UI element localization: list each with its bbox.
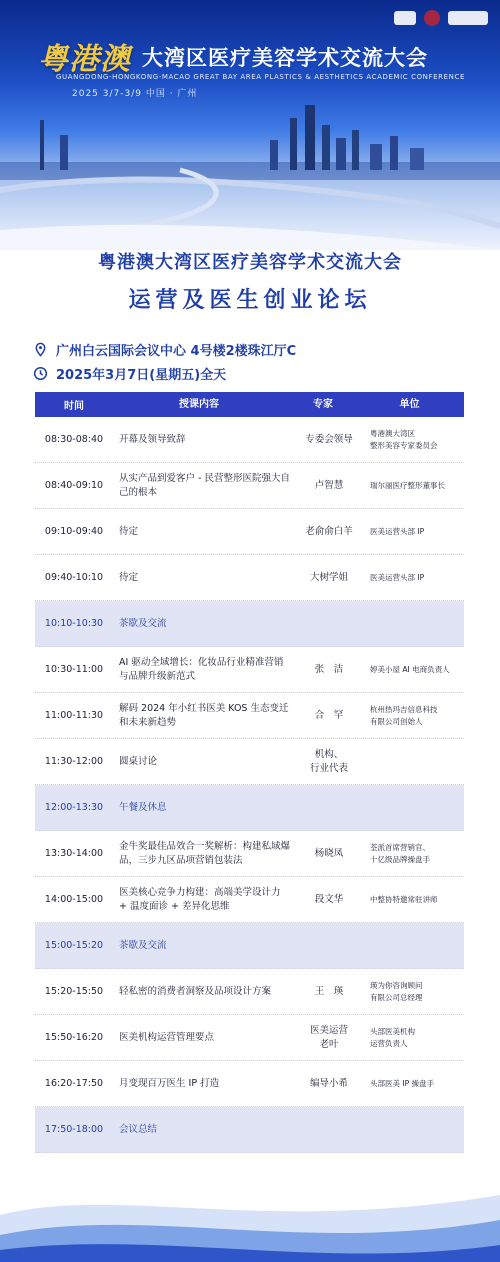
row-topic: 金牛奖最佳品效合一奖解析：构建私域爆品，三步九区品项营销包装法 [119, 840, 291, 866]
row-topic: 待定 [119, 525, 139, 537]
table-body [35, 417, 464, 1153]
row-topic: 茶歇及交流 [119, 617, 167, 629]
row-org: 医美运营头部 IP [370, 572, 425, 582]
row-time: 15:00-15:20 [44, 940, 104, 951]
row-org: 医美运营头部 IP [370, 526, 425, 536]
row-org: 中整协特邀常驻讲师 [370, 894, 438, 904]
row-topic: 待定 [119, 571, 139, 583]
header-expert: 专家 [313, 398, 333, 410]
row-org: 婷美小屋 AI 电商负责人 [370, 664, 450, 674]
row-topic: 茶歇及交流 [119, 939, 167, 951]
table-row [35, 1061, 464, 1107]
row-topic: 医美核心竞争力构建：高端美学设计力 + 温度面诊 + 差异化思维 [119, 886, 281, 912]
forum-title: 运营及医生创业论坛 [128, 287, 372, 313]
hero-english-title: GUANGDONG-HONGKONG-MACAO GREAT BAY AREA PLASTICS & AESTHETICS ACADEMIC CONFERENCE [56, 73, 466, 81]
row-topic: 医美机构运营管理要点 [119, 1031, 215, 1043]
partner-logo [394, 11, 416, 25]
row-time: 16:20-17:50 [44, 1078, 104, 1089]
break-row [35, 601, 464, 647]
row-time: 09:10-09:40 [44, 526, 104, 537]
table-row [35, 877, 464, 923]
row-time: 08:40-09:10 [44, 480, 104, 491]
city-skyline-illustration [0, 100, 500, 250]
row-expert: 大树学姐 [309, 571, 348, 583]
header-topic: 授课内容 [179, 398, 219, 410]
wave-decoration [0, 1175, 500, 1262]
table-row [35, 555, 464, 601]
partner-logos [394, 10, 488, 26]
row-time: 15:20-15:50 [44, 986, 104, 997]
row-topic: 圆桌讨论 [119, 755, 158, 767]
row-time: 09:40-10:10 [44, 572, 104, 583]
row-expert: 编导小希 [309, 1077, 348, 1089]
row-expert: 老俞俞白羊 [305, 525, 353, 537]
row-time: 11:00-11:30 [44, 710, 104, 721]
partner-logo [448, 11, 488, 25]
hero-brand: 粤港澳 [38, 42, 131, 77]
row-org: 荃派首席营销官、 十亿级品牌操盘手 [370, 842, 430, 864]
row-topic: 会议总结 [119, 1123, 158, 1135]
row-topic: 轻私密的消费者洞察及品项设计方案 [119, 985, 272, 997]
hero-banner [0, 0, 500, 250]
row-time: 08:30-08:40 [44, 434, 104, 445]
row-org: 杭州热玛吉信息科技 有限公司创始人 [370, 704, 438, 726]
row-time: 17:50-18:00 [44, 1124, 104, 1135]
header-time: 时间 [64, 401, 84, 412]
date-text: 2025年3月7日(星期五)全天 [56, 368, 227, 383]
row-time: 15:50-16:20 [44, 1032, 104, 1043]
row-time: 14:00-15:00 [44, 894, 104, 905]
location-info [33, 340, 296, 359]
table-row [35, 693, 464, 739]
table-row [35, 463, 464, 509]
row-expert: 杨晓凤 [314, 847, 344, 859]
table-row [35, 969, 464, 1015]
table-row [35, 509, 464, 555]
row-org: 头部医美 IP 操盘手 [370, 1078, 435, 1088]
break-row [35, 1107, 464, 1153]
header-org: 单位 [399, 398, 420, 410]
table-header [35, 392, 464, 417]
forum-subtitle: 粤港澳大湾区医疗美容学术交流大会 [98, 252, 402, 273]
row-expert: 机构、 行业代表 [309, 748, 348, 774]
row-expert: 专委会领导 [305, 433, 353, 445]
hero-title: 大湾区医疗美容学术交流大会 [142, 46, 428, 70]
row-expert: 张 洁 [314, 663, 344, 675]
row-time: 11:30-12:00 [44, 756, 104, 767]
row-time: 10:30-11:00 [44, 664, 104, 675]
location-text: 广州白云国际会议中心 4号楼2楼珠江厅C [56, 344, 297, 359]
row-topic: AI 驱动全域增长：化妆品行业精准营销与品牌升级新范式 [119, 656, 284, 682]
row-expert: 卢智慧 [314, 479, 344, 491]
row-expert: 医美运营 老叶 [309, 1024, 348, 1050]
row-topic: 开幕及领导致辞 [119, 433, 186, 445]
row-time: 10:10-10:30 [44, 618, 104, 629]
row-org: 头部医美机构 运营负责人 [370, 1026, 415, 1048]
table-row [35, 1015, 464, 1061]
row-org: 粤港澳大湾区 整形美容专家委员会 [370, 428, 438, 450]
table-row [35, 647, 464, 693]
clock-icon [33, 366, 48, 381]
row-topic: 月变现百万医生 IP 打造 [119, 1077, 220, 1089]
row-time: 13:30-14:00 [44, 848, 104, 859]
table-row [35, 417, 464, 463]
break-row [35, 923, 464, 969]
row-topic: 从实产品到爱客户 - 民营整形医院强大自己的根本 [119, 472, 290, 498]
row-topic: 午餐及休息 [119, 801, 167, 813]
break-row [35, 785, 464, 831]
hero-date: 2025 3/7-3/9 中国 · 广州 [72, 89, 198, 99]
row-time: 12:00-13:30 [44, 802, 104, 813]
row-expert: 段文华 [314, 893, 344, 905]
row-expert: 王 瑛 [314, 985, 344, 997]
row-org: 瑛为你咨询顾问 有限公司总经理 [370, 980, 423, 1002]
table-row [35, 831, 464, 877]
schedule-table [35, 392, 464, 1153]
row-expert: 合 罕 [314, 709, 344, 721]
date-info [33, 364, 226, 383]
table-row [35, 739, 464, 785]
row-org: 瑞尔丽医疗整形董事长 [370, 480, 445, 490]
partner-logo [424, 10, 440, 26]
map-pin-icon [33, 342, 48, 357]
row-topic: 解码 2024 年小红书医美 KOS 生态变迁和未来新趋势 [119, 702, 289, 728]
